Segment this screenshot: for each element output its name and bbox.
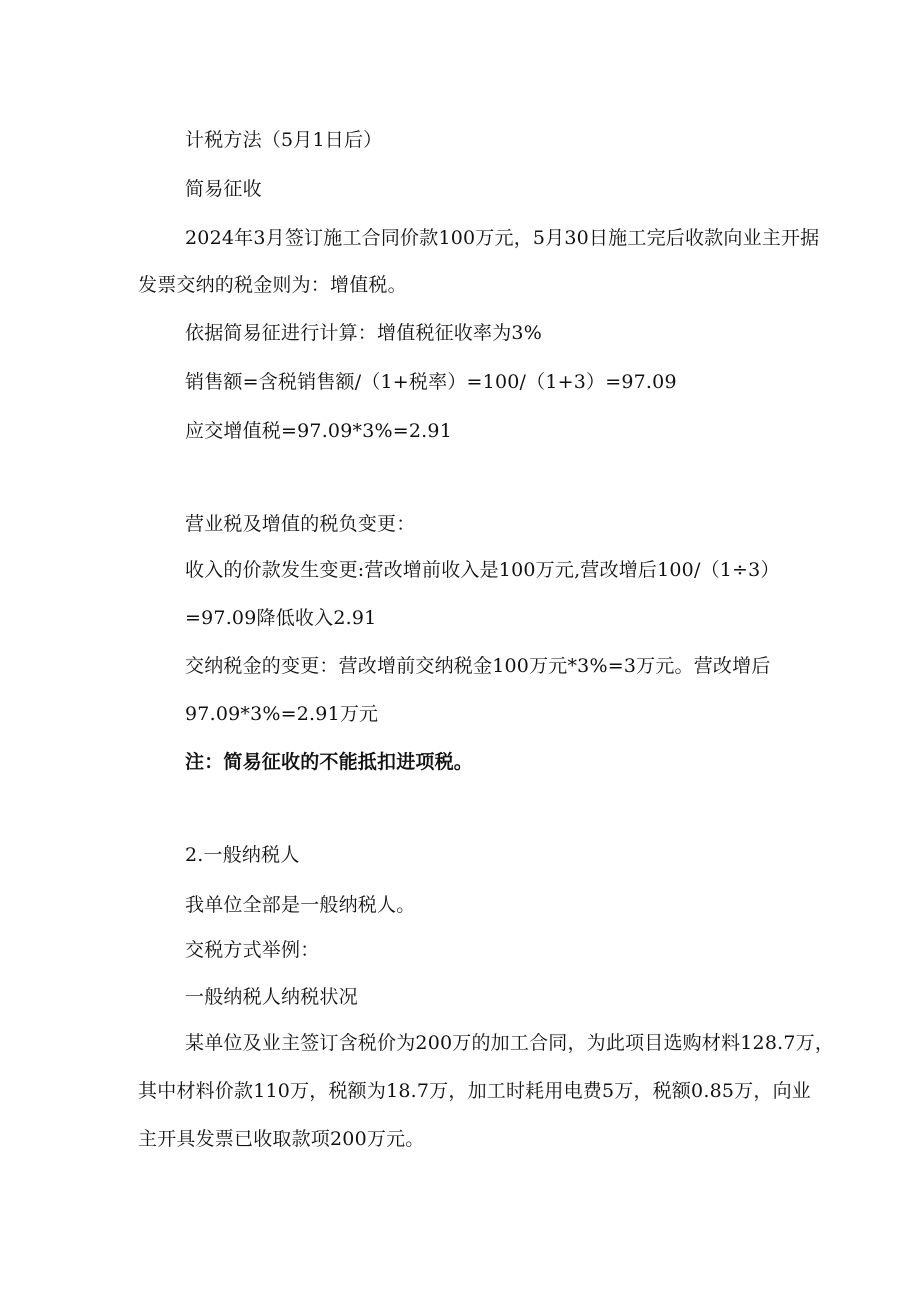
section-heading: 计税方法（5月1日后） <box>185 129 383 151</box>
note-no-input-deduction: 注：简易征收的不能抵扣进项税。 <box>185 751 474 773</box>
general-taxpayer-statement: 我单位全部是一般纳税人。 <box>185 894 416 916</box>
example-label: 交税方式举例： <box>185 939 320 961</box>
taxpayer-status-label: 一般纳税人纳税状况 <box>185 986 358 1008</box>
sales-amount-formula: 销售额=含税销售额/（1+税率）=100/（1+3）=97.09 <box>185 371 677 393</box>
vat-payable-formula: 应交增值税=97.09*3%=2.91 <box>185 420 452 442</box>
example-paragraph-line-1: 2024年3月签订施工合同价款100万元，5月30日施工完后收款向业主开据 <box>185 227 820 249</box>
income-change-line-2: =97.09降低收入2.91 <box>185 607 377 629</box>
tax-change-title: 营业税及增值的税负变更： <box>185 513 416 535</box>
calculation-basis: 依据简易征进行计算：增值税征收率为3% <box>185 322 542 344</box>
tax-change-line-2: 97.09*3%=2.91万元 <box>185 703 379 725</box>
income-change-line-1: 收入的价款发生变更:营改增前收入是100万元,营改增后100/（1÷3） <box>185 559 780 581</box>
case-paragraph-line-2: 其中材料价款110万，税额为18.7万，加工时耗用电费5万，税额0.85万，向业 <box>138 1080 811 1102</box>
simple-levy-title: 简易征收 <box>185 178 262 200</box>
case-paragraph-line-3: 主开具发票已收取款项200万元。 <box>138 1128 425 1150</box>
case-paragraph-line-1: 某单位及业主签订含税价为200万的加工合同，为此项目选购材料128.7万， <box>185 1032 835 1054</box>
general-taxpayer-heading: 2.一般纳税人 <box>185 844 300 866</box>
example-paragraph-line-2: 发票交纳的税金则为：增值税。 <box>138 274 407 296</box>
tax-change-line-1: 交纳税金的变更：营改增前交纳税金100万元*3%=3万元。营改增后 <box>185 655 771 677</box>
